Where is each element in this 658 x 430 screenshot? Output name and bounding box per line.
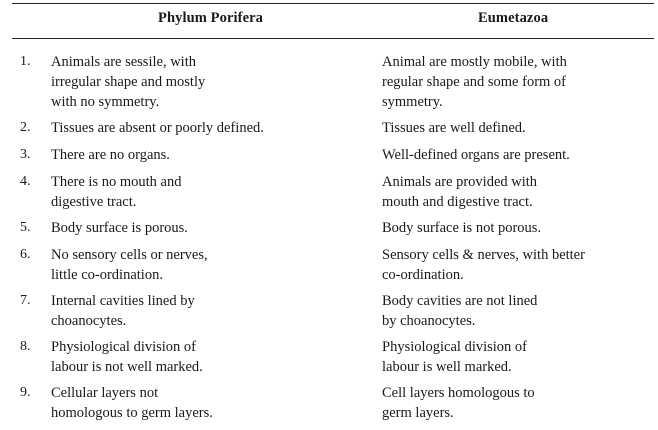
eumetazoa-cell: Sensory cells & nerves, with better co-ordination. [382, 247, 585, 283]
eumetazoa-cell: Tissues are well defined. [382, 120, 526, 136]
porifera-cell: Body surface is porous. [51, 220, 188, 236]
row-number: 9. [20, 385, 31, 400]
eumetazoa-cell: Physiological division of labour is well marked. [382, 339, 527, 375]
eumetazoa-cell: Body cavities are not lined by choanocytes. [382, 293, 538, 329]
porifera-cell: No sensory cells or nerves, little co-ordination. [51, 247, 208, 283]
row-number: 8. [20, 339, 31, 354]
row-number: 2. [20, 120, 31, 135]
porifera-cell: Animals are sessile, with irregular shape and mostly with no symmetry. [51, 54, 206, 110]
header-bottom-rule [12, 38, 654, 39]
porifera-cell: Cellular layers not homologous to germ layers. [51, 385, 213, 421]
porifera-cell: There are no organs. [51, 147, 170, 163]
eumetazoa-cell: Animal are mostly mobile, with regular shape and some form of symmetry. [382, 54, 567, 110]
eumetazoa-cell: Animals are provided with mouth and digestive tract. [382, 174, 538, 210]
row-number: 6. [20, 247, 31, 262]
porifera-cell: Physiological division of labour is not well marked. [51, 339, 203, 375]
header-porifera: Phylum Porifera [158, 10, 263, 26]
table-top-rule [12, 3, 654, 4]
header-eumetazoa: Eumetazoa [478, 10, 549, 26]
row-number: 5. [20, 220, 31, 235]
row-number: 7. [20, 293, 31, 308]
porifera-cell: Internal cavities lined by choanocytes. [51, 293, 195, 329]
eumetazoa-cell: Body surface is not porous. [382, 220, 542, 236]
porifera-cell: Tissues are absent or poorly defined. [51, 120, 264, 136]
eumetazoa-cell: Well-defined organs are present. [382, 147, 570, 163]
eumetazoa-cell: Cell layers homologous to germ layers. [382, 385, 535, 421]
row-number: 4. [20, 174, 31, 189]
row-number: 3. [20, 147, 31, 162]
porifera-cell: There is no mouth and digestive tract. [51, 174, 182, 210]
row-number: 1. [20, 54, 31, 69]
